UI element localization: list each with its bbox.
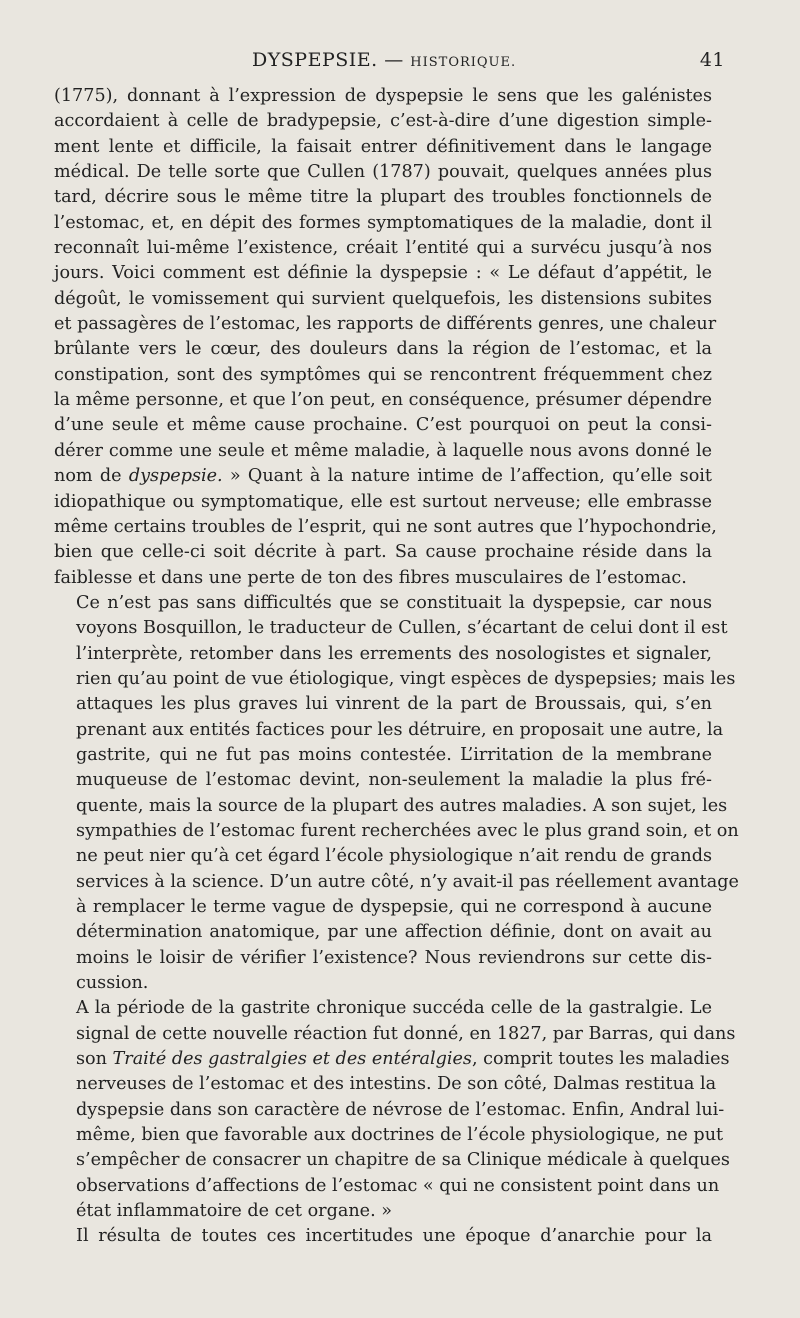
header-dash: — [384, 49, 404, 71]
text-line: dérer comme une seule et même maladie, à laquelle nous avons donné le [54, 440, 712, 461]
text-line: rien qu’au point de vue étiologique, vingt espèces de dyspepsies; mais les [76, 668, 736, 689]
text-line: muqueuse de l’estomac devint, non-seulement la maladie la plus fré- [76, 770, 712, 791]
text-line: médical. De telle sorte que Cullen (1787) pouvait, quelques années plus [54, 162, 712, 183]
text-line: accordaient à celle de bradypepsie, c’est-à-dire d’une digestion simple- [54, 111, 712, 132]
paragraph-3 [54, 996, 736, 1224]
text-line: services à la science. D’un autre côté, n’y avait-il pas réellement avantage [76, 871, 739, 892]
text-line: Ce n’est pas sans difficultés que se constituait la dyspepsie, car nous [76, 592, 712, 613]
text-line: tard, décrire sous le même titre la plupart des troubles fonctionnels de [54, 187, 712, 208]
text-line: attaques les plus graves lui vinrent de la part de Broussais, qui, s’en [76, 694, 712, 715]
text-line: brûlante vers le cœur, des douleurs dans la région de l’estomac, et la [54, 339, 712, 360]
text-line: constipation, sont des symptômes qui se rencontrent fréquemment chez [54, 364, 712, 385]
text-line: (1775), donnant à l’expression de dyspepsie le sens que les galénistes [54, 86, 712, 106]
text-line: dyspepsie dans son caractère de névrose de l’estomac. Enfin, Andral lui- [76, 1099, 725, 1120]
body-text [54, 84, 739, 1250]
text-line-italic-title [54, 1047, 730, 1072]
text-line: bien que celle-ci soit décrite à part. Sa cause prochaine réside dans la [54, 542, 712, 563]
text-line: d’une seule et même cause prochaine. C’est pourquoi on peut la consi- [54, 415, 712, 436]
page-number: 41 [699, 49, 725, 71]
header-section: HISTORIQUE. [410, 55, 517, 70]
text-line: reconnaît lui-même l’existence, créait l’entité qui a survécu jusqu’à nos [54, 238, 712, 259]
text-line: observations d’affections de l’estomac « qui ne consistent point dans un [76, 1175, 720, 1196]
line-start: son [76, 1049, 113, 1070]
text-line: la même personne, et que l’on peut, en conséquence, présumer dépendre [54, 390, 712, 411]
running-header [52, 46, 725, 74]
text-line: jours. Voici comment est définie la dyspepsie : « Le défaut d’appétit, le [54, 263, 712, 284]
text-line: idiopathique ou symptomatique, elle est surtout nerveuse; elle embrasse [54, 491, 712, 512]
text-line: dégoût, le vomissement qui survient quelquefois, les distensions subites [54, 288, 712, 309]
text-line: l’estomac, et, en dépit des formes symptomatiques de la maladie, dont il [54, 212, 712, 233]
header-title-group [252, 49, 516, 71]
text-line: s’empêcher de consacrer un chapitre de sa Clinique médicale à quelques [76, 1150, 730, 1171]
text-line: A la période de la gastrite chronique succéda celle de la gastralgie. Le [76, 998, 712, 1019]
line-start: nom de [54, 466, 129, 487]
text-line-italic-term [54, 464, 712, 489]
italic-term-dyspepsie: dyspepsie. [128, 466, 223, 487]
text-line: moins le loisir de vérifier l’existence? Nous reviendrons sur cette dis- [76, 947, 712, 968]
text-line: même, bien que favorable aux doctrines de l’école physiologique, ne put [76, 1125, 724, 1146]
paragraph-4 [54, 1224, 712, 1249]
line-end: » Quant à la nature intime de l’affection, qu’elle soit [222, 466, 712, 487]
line-end: , comprit toutes les maladies [471, 1049, 730, 1070]
italic-book-title: Traité des gastralgies et des entéralgies [112, 1049, 472, 1070]
paragraph-1 [54, 84, 717, 591]
text-line: signal de cette nouvelle réaction fut donné, en 1827, par Barras, qui dans [76, 1023, 736, 1044]
text-line: et passagères de l’estomac, les rapports de différents genres, une chaleur [54, 314, 717, 335]
paragraph-2 [54, 591, 739, 997]
text-line: état inflammatoire de cet organe. » [76, 1201, 393, 1222]
text-line: détermination anatomique, par une affection définie, dont on avait au [76, 922, 712, 943]
text-line: ment lente et difficile, la faisait entrer définitivement dans le langage [54, 136, 712, 157]
text-line: à remplacer le terme vague de dyspepsie, qui ne correspond à aucune [76, 897, 712, 917]
text-line: gastrite, qui ne fut pas moins contestée. L’irritation de la membrane [76, 744, 712, 765]
header-title: DYSPEPSIE. [252, 49, 378, 71]
text-line: nerveuses de l’estomac et des intestins. De son côté, Dalmas restitua la [76, 1074, 717, 1095]
text-line: Il résulta de toutes ces incertitudes une époque d’anarchie pour la [76, 1226, 712, 1247]
text-line: prenant aux entités factices pour les détruire, en proposait une autre, la [76, 719, 724, 740]
text-line: ne peut nier qu’à cet égard l’école physiologique n’ait rendu de grands [76, 846, 712, 867]
text-line: quente, mais la source de la plupart des autres maladies. A son sujet, les [76, 795, 728, 816]
text-line: faiblesse et dans une perte de ton des fibres musculaires de l’estomac. [54, 567, 687, 588]
text-line: même certains troubles de l’esprit, qui ne sont autres que l’hypochondrie, [54, 516, 717, 537]
text-line: sympathies de l’estomac furent recherchées avec le plus grand soin, et on [76, 820, 739, 841]
text-line: voyons Bosquillon, le traducteur de Cullen, s’écartant de celui dont il est [76, 618, 728, 639]
text-line: cussion. [76, 973, 149, 994]
text-line: l’interprète, retomber dans les errements des nosologistes et signaler, [76, 643, 712, 664]
